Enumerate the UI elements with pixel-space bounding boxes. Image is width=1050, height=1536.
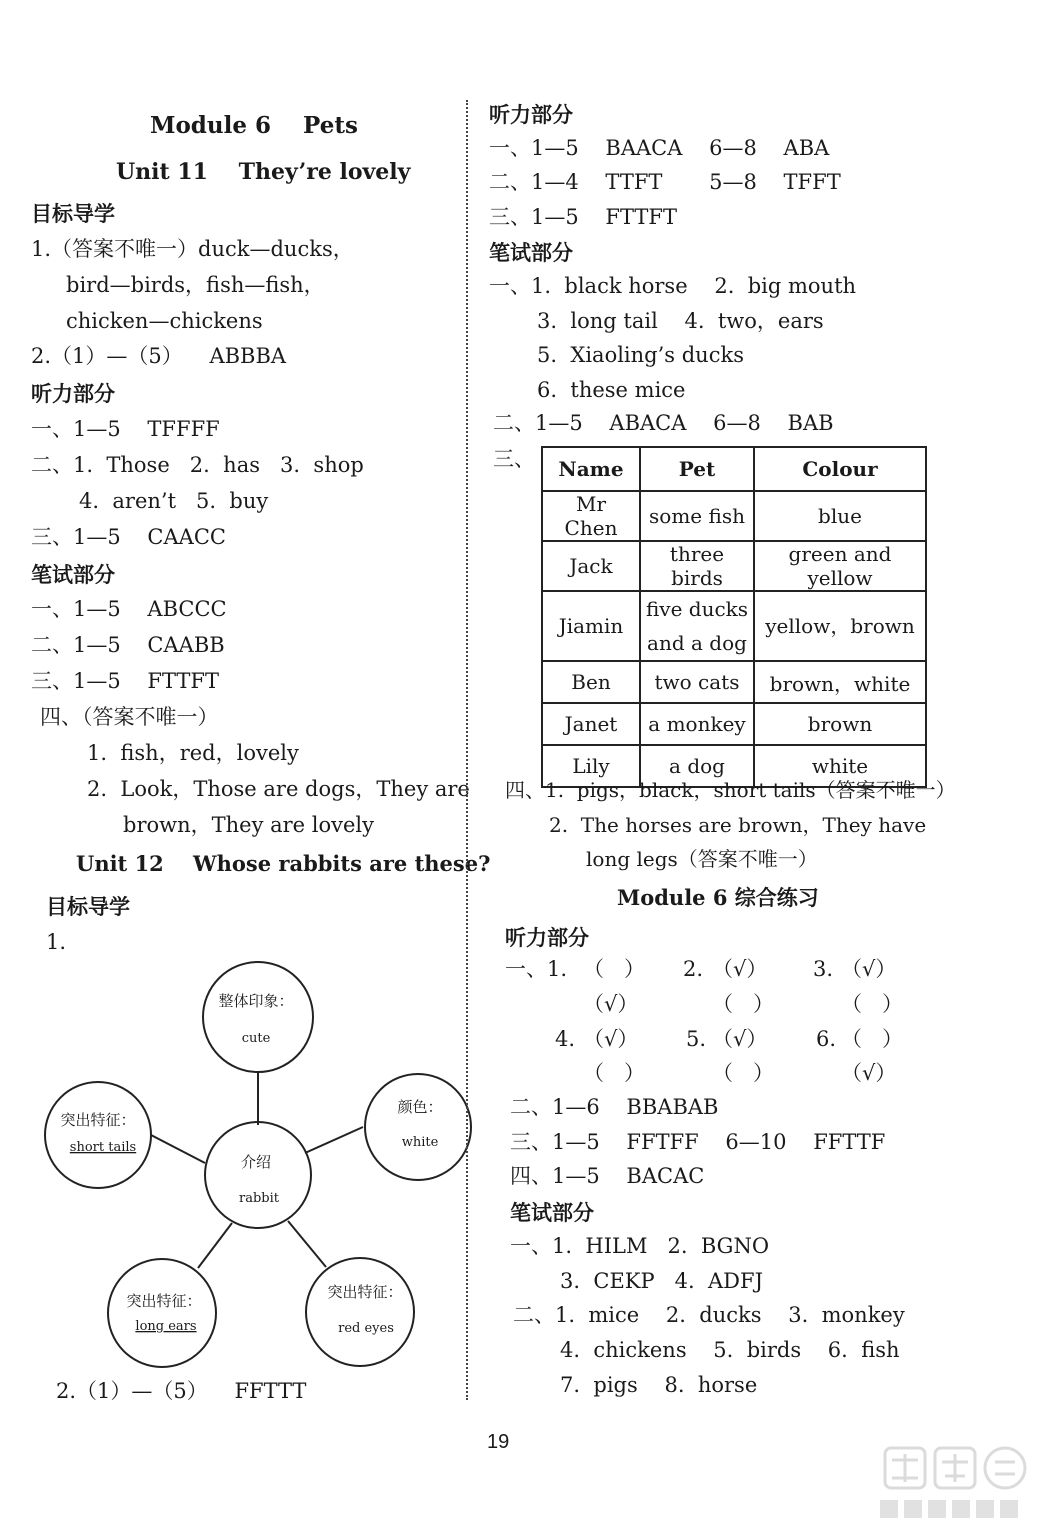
review-1-item1-a: （ ） xyxy=(583,957,646,981)
mindmap-node-center xyxy=(205,1122,311,1228)
table-cell: some fish xyxy=(640,491,754,541)
mindmap-link-bottom-right xyxy=(288,1221,326,1267)
mindmap-node-bottom-left xyxy=(108,1259,216,1367)
right-listening-3: 三、1—5 FTTFT xyxy=(489,205,677,229)
mindmap-node-right xyxy=(365,1074,471,1180)
review-1-num6: 6. xyxy=(816,1027,837,1051)
table-cell: brown，white xyxy=(754,661,926,703)
review-writing-2a: 二、1. mice 2. ducks 3. monkey xyxy=(513,1303,905,1327)
writing-2: 二、1—5 CAABB xyxy=(31,633,225,657)
guide-1-line3: chicken—chickens xyxy=(66,309,263,333)
table-cell: two cats xyxy=(640,661,754,703)
table-cell: a monkey xyxy=(640,703,754,745)
table-cell: blue xyxy=(754,491,926,541)
right-writing-4-2-line2: long legs（答案不唯一） xyxy=(586,847,818,871)
review-writing-1a: 一、1. HILM 2. BGNO xyxy=(510,1234,770,1258)
section-writing: 笔试部分 xyxy=(31,563,115,587)
review-1-item3-a: （√） xyxy=(841,957,897,981)
right-writing-4-2-line1: 2. The horses are brown，They have xyxy=(549,813,927,837)
listening-1: 一、1—5 TFFFF xyxy=(31,417,220,441)
review-1-item2-a: （√） xyxy=(712,957,768,981)
table-cell: brown xyxy=(754,703,926,745)
table-row xyxy=(542,661,926,703)
table-cell: Jack xyxy=(542,541,640,591)
review-1-item3-b: （ ） xyxy=(841,992,904,1016)
review-writing-2c: 7. pigs 8. horse xyxy=(560,1373,758,1397)
table-header: Pet xyxy=(640,447,754,491)
mindmap-link-right xyxy=(305,1127,363,1153)
review-title: Module 6 综合练习 xyxy=(617,885,819,910)
mindmap-top-value: cute xyxy=(241,1031,271,1046)
listening-3: 三、1—5 CAACC xyxy=(31,525,226,549)
review-1-item5-b: （ ） xyxy=(712,1061,775,1085)
table-cell: three birds xyxy=(640,541,754,591)
review-1-num2: 2. xyxy=(683,957,704,981)
mindmap-link-bottom-left xyxy=(198,1223,232,1268)
mindmap-right-value: white xyxy=(401,1135,439,1150)
guide-2: 2.（1）—（5） ABBBA xyxy=(31,344,287,368)
review-1-label: 一、1. xyxy=(505,957,568,981)
guide2-q1-number: 1. xyxy=(46,930,67,954)
watermark-logo xyxy=(800,1440,1040,1530)
right-writing-4-1: 四、1. pigs，black，short tails（答案不唯一） xyxy=(505,778,956,802)
mindmap-center-en: rabbit xyxy=(239,1191,279,1206)
writing-4-2-line1: 2. Look，Those are dogs，They are xyxy=(87,777,470,801)
mindmap-left-value: short tails xyxy=(69,1140,137,1155)
right-listening-2: 二、1—4 TTFT 5—8 TFFT xyxy=(489,170,841,194)
guide2-q2: 2.（1）—（5） FFTTT xyxy=(56,1379,307,1403)
review-3: 三、1—5 FFTFF 6—10 FFTTF xyxy=(510,1130,886,1154)
table-cell: green and yellow xyxy=(754,541,926,591)
review-1-num4: 4. xyxy=(555,1027,576,1051)
unit11-title: Unit 11 They’re lovely xyxy=(116,159,411,185)
review-1-item4-a: （√） xyxy=(583,1027,639,1051)
review-section-writing: 笔试部分 xyxy=(510,1201,594,1225)
mindmap-bottom-left-label: 突出特征： xyxy=(126,1292,202,1310)
mindmap-link-left xyxy=(151,1135,205,1163)
review-1-item1-b: （√） xyxy=(583,992,639,1016)
mindmap-center-zh: 介绍 xyxy=(240,1153,272,1171)
right-writing-1d: 6. these mice xyxy=(537,378,686,402)
table-row xyxy=(542,491,926,541)
column-divider xyxy=(466,100,468,1400)
table-cell: yellow，brown xyxy=(754,591,926,661)
mindmap-bottom-right-label: 突出特征： xyxy=(327,1283,403,1301)
table-header: Name xyxy=(542,447,640,491)
review-4: 四、1—5 BACAC xyxy=(510,1164,705,1188)
right-writing-1c: 5. Xiaoling’s ducks xyxy=(537,343,744,367)
writing-4-1: 1. fish，red，lovely xyxy=(87,741,299,765)
review-1-num3: 3. xyxy=(813,957,834,981)
writing-3: 三、1—5 FTTFT xyxy=(31,669,219,693)
table-row xyxy=(542,703,926,745)
page-number: 19 xyxy=(487,1431,510,1453)
writing-1: 一、1—5 ABCCC xyxy=(31,597,227,621)
right-listening-1: 一、1—5 BAACA 6—8 ABA xyxy=(489,136,830,160)
table-cell-multiline xyxy=(640,591,754,661)
section-listening: 听力部分 xyxy=(31,382,115,406)
mindmap-node-bottom-right xyxy=(306,1258,414,1366)
review-1-item2-b: （ ） xyxy=(712,992,775,1016)
table-row xyxy=(542,591,926,661)
review-2: 二、1—6 BBABAB xyxy=(510,1095,719,1119)
writing-4-2-line2: brown，They are lovely xyxy=(123,813,375,837)
table-cell: Ben xyxy=(542,661,640,703)
section-guide-2: 目标导学 xyxy=(46,895,130,919)
review-1-num5: 5. xyxy=(686,1027,707,1051)
review-1-item5-a: （√） xyxy=(712,1027,768,1051)
review-writing-2b: 4. chickens 5. birds 6. fish xyxy=(560,1338,900,1362)
mindmap-top-label: 整体印象： xyxy=(218,992,294,1010)
mindmap-node-left xyxy=(45,1082,151,1188)
table-cell: white xyxy=(754,745,926,787)
listening-2-line2: 4. aren’t 5. buy xyxy=(79,489,269,513)
writing-4: 四、（答案不唯一） xyxy=(40,705,219,729)
table-header: Colour xyxy=(754,447,926,491)
table-cell: Lily xyxy=(542,745,640,787)
right-writing-1a: 一、1. black horse 2. big mouth xyxy=(489,274,857,298)
jiamin-pet-line2: and a dog xyxy=(647,631,747,655)
jiamin-pet-line1: five ducks xyxy=(645,597,749,621)
review-writing-1b: 3. CEKP 4. ADFJ xyxy=(560,1269,764,1293)
mindmap-right-label: 颜色： xyxy=(397,1098,443,1116)
right-writing-1b: 3. long tail 4. two，ears xyxy=(537,309,824,333)
table-cell: Janet xyxy=(542,703,640,745)
guide-1-line1: 1.（答案不唯一）duck—ducks， xyxy=(31,237,354,261)
review-1-item4-b: （ ） xyxy=(583,1061,646,1085)
right-section-writing: 笔试部分 xyxy=(489,241,573,265)
table-cell: a dog xyxy=(640,745,754,787)
mindmap-bottom-left-value: long ears xyxy=(135,1319,197,1334)
review-1-item6-a: （ ） xyxy=(841,1027,904,1051)
review-1-item6-b: （√） xyxy=(841,1061,897,1085)
listening-2-line1: 二、1. Those 2. has 3. shop xyxy=(31,453,364,477)
rabbit-mind-map xyxy=(40,955,480,1375)
section-guide: 目标导学 xyxy=(31,202,115,226)
review-section-listening: 听力部分 xyxy=(505,926,589,950)
mindmap-node-top xyxy=(203,962,313,1072)
module-title: Module 6 Pets xyxy=(150,112,358,139)
unit12-title: Unit 12 Whose rabbits are these? xyxy=(76,851,491,876)
table-cell: Jiamin xyxy=(542,591,640,661)
table-cell: Mr Chen xyxy=(542,491,640,541)
mindmap-left-label: 突出特征： xyxy=(60,1111,136,1129)
table-row xyxy=(542,541,926,591)
right-section-listening: 听力部分 xyxy=(489,103,573,127)
guide-1-line2: bird—birds，fish—fish， xyxy=(66,273,325,297)
right-writing-3-label: 三、 xyxy=(493,447,535,471)
mindmap-bottom-right-value: red eyes xyxy=(338,1321,394,1336)
right-writing-2: 二、1—5 ABACA 6—8 BAB xyxy=(493,411,834,435)
pets-table xyxy=(541,446,927,788)
